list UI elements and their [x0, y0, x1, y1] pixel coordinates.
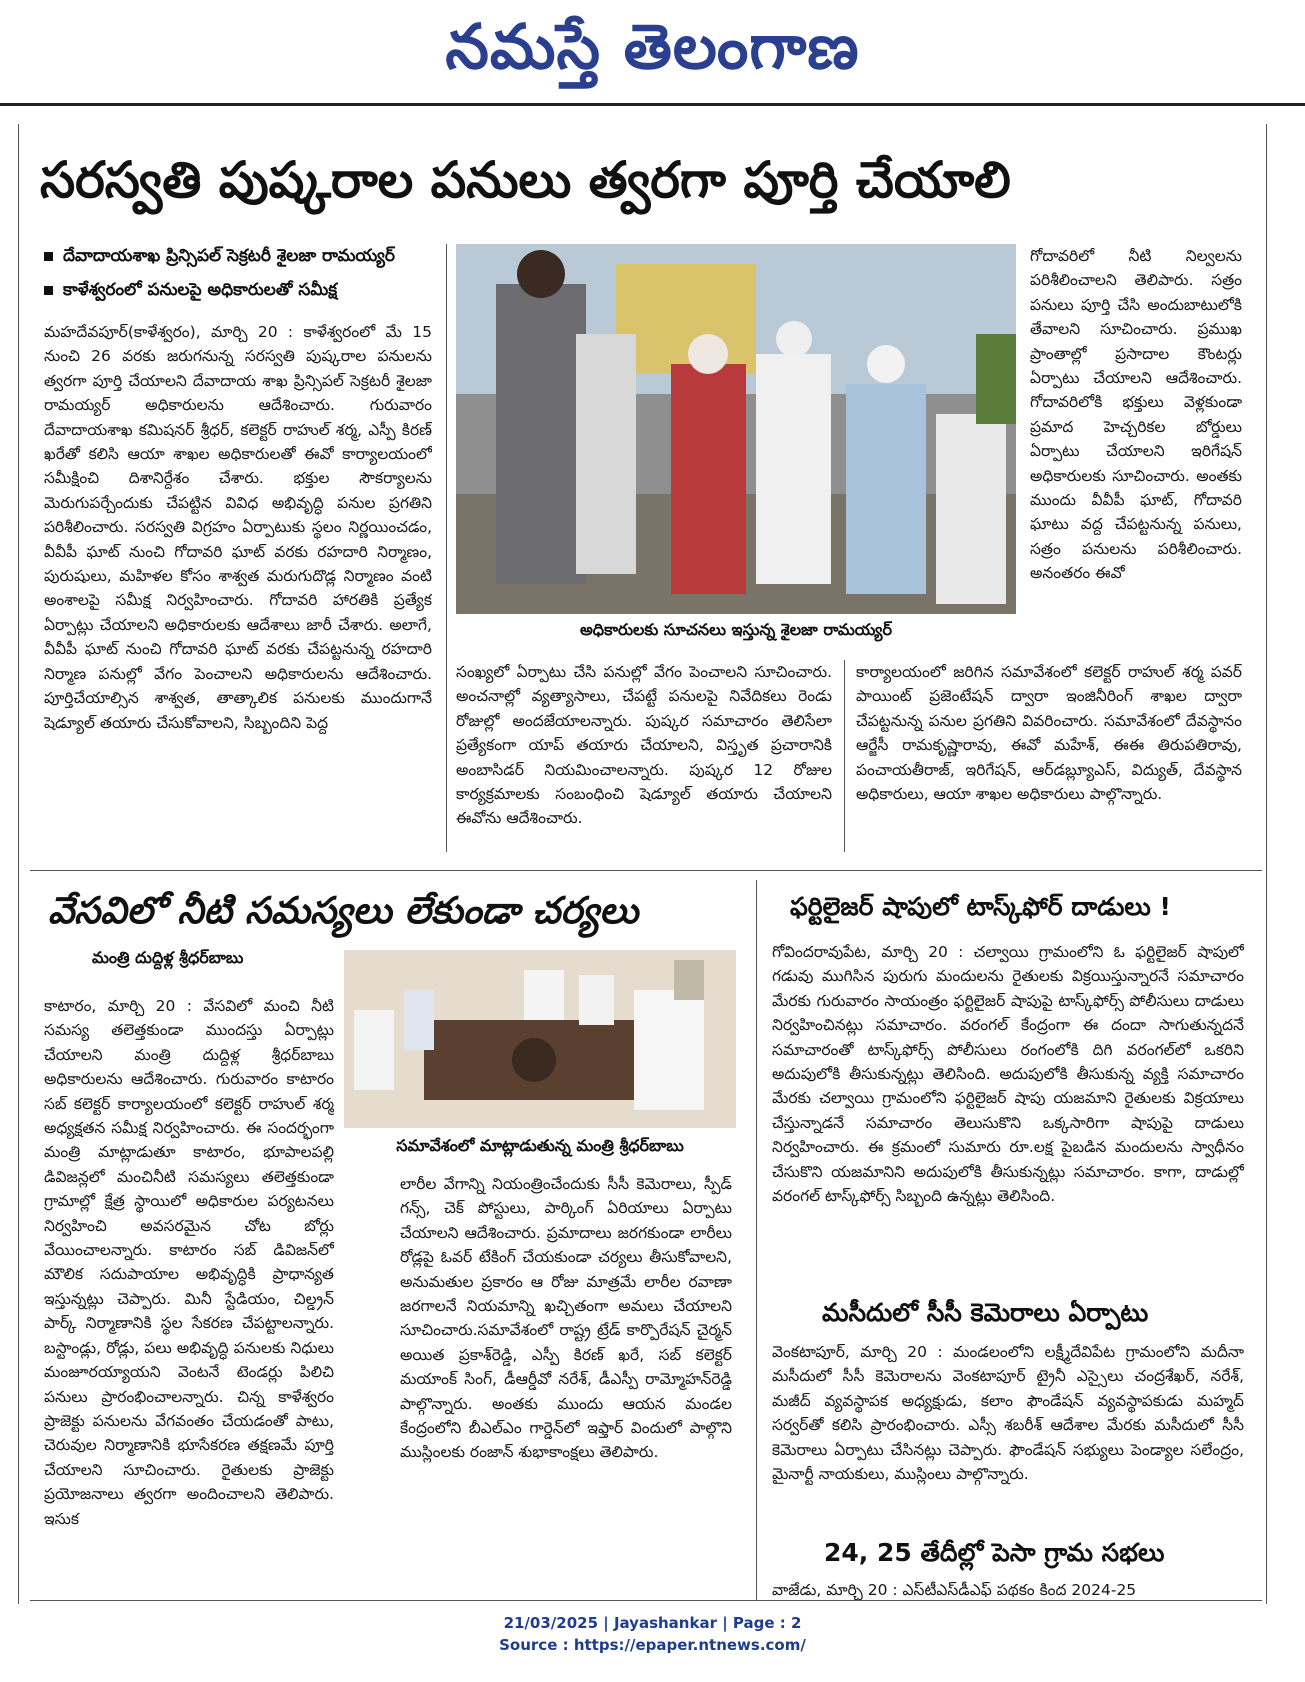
left-border [18, 124, 19, 1604]
footer-source-link[interactable]: Source : https://epaper.ntnews.com/ [499, 1636, 806, 1654]
story1-column-4: కార్యాలయంలో జరిగిన సమావేశంలో కలెక్టర్ రాహుల్ శర్మ పవర్ పాయింట్ ప్రజెంటేషన్ ద్వారా ఇంజినీరింగ్ శాఖల ద్వారా చేపట్టనున్న పనుల ప్రగతిని వివరించారు. సమావేశంలో దేవస్థానం ఆర్జేసీ రామకృష్ణారావు, ఈవో మహేశ్, ఈఈ తిరుపతిరావు, పంచాయతీరాజ్, ఇరిగేషన్, ఆర్‌డబ్ల్యూఎస్, విద్యుత్, దేవస్థాన అధికారులు, ఆయా శాఖల అధికారులు పాల్గొన్నారు. [856, 663, 1242, 804]
page-footer [0, 1612, 1305, 1656]
masthead-logo-text: నమస్తే తెలంగాణ [445, 10, 860, 83]
story2-photo-caption: సమావేశంలో మాట్లాడుతున్న మంత్రి శ్రీధర్‌బాబు [396, 1136, 684, 1155]
footer-edition-info: 21/03/2025 | Jayashankar | Page : 2 [503, 1614, 802, 1632]
bullet-square-icon [44, 252, 53, 261]
bullet-square-icon [44, 286, 53, 295]
story2-column-1-top: కాటారం, మార్చి 20 : వేసవిలో మంచి నీటి సమస్య తలెత్తకుండా ముందస్తు ఏర్పాట్లు చేయాలని మంత్రి దుద్దిళ్ల శ్రీధర్‌బాబు అధికారులను ఆదేశించారు. గురువారం కాటారం సబ్ కలెక్టర్ కార్యాలయంలో కలెక్టర్ రాహుల్ శర్మ అధ్యక్షతన సమీక్ష నిర్వహించారు. ఈ సందర్భంగా మంత్రి మాట్లాడుతూ కాటారం, భూపాలపల్లి డివిజన్లలో మంచినీటి సమస్యలు తలెత్తకుండా గ్రామాల్లో క్షేత్ర స్థాయిలో అధికారుల పర్యటనలు నిర్వహించి అవసరమైన చోట బోర్లు వేయించాలన్నారు. కాటారం సబ్ డివిజన్‌లో మౌలిక సదుపాయాల అభివృద్ధికి ప్రాధాన్యత ఇస్తున్నట్లు చెప్పారు. మినీ స్టేడియం, చిల్డ్రన్ పార్క్ నిర్మాణానికి స్థల సేకరణ చేపట్టాలన్నారు. బస్టాండ్లు, రోడ్లు, పలు అభివృద్ధి పనులకు నిధులు మంజూరయ్యాయని వెంటనే టెండర్లు పిలిచి పనులు ప్రారంభించాలన్నారు. చిన్న కాళేశ్వరం ప్రాజెక్టు పనులను వేగవంతం చేయడంతో పాటు, చెరువుల నిర్మాణానికి భూసేకరణ తక్షణమే పూర్తి చేయాలని సూచించారు. రైతులకు ప్రాజెక్టు ప్రయోజనాలు త్వరగా అందించాలని తెలిపారు. ఇసుక [44, 997, 334, 1528]
story1-photo-caption: అధికారులకు సూచనలు ఇస్తున్న శైలజా రామయ్యర్ [580, 620, 892, 639]
story1-subhead-2: కాళేశ్వరంలో పనులపై అధికారులతో సమీక్ష [44, 280, 444, 304]
story1-column-divider-2 [844, 660, 845, 852]
masthead [0, 0, 1305, 104]
right-column-divider [1266, 124, 1267, 1604]
lower-column-divider [756, 880, 757, 1600]
story1-photo [456, 244, 1016, 614]
story1-subheads [44, 246, 444, 314]
story2-column-2: లారీల వేగాన్ని నియంత్రించేందుకు సీసీ కెమెరాలు, స్పీడ్ గన్స్, చెక్ పోస్టులు, పార్కింగ్ ఏరియాలు ఏర్పాటు చేయాలని ఆదేశించారు. ప్రమాదాలు జరగకుండా లారీలు రోడ్లపై ఓవర్ టేకింగ్ చేయకుండా చర్యలు తీసుకోవాలని, అనుమతుల ప్రకారం ఆ రోజు మాత్రమే లారీల రవాణా జరగాలనే నియమాన్ని ఖచ్చితంగా అమలు చేయాలని సూచించారు.సమావేశంలో రాష్ట్ర ట్రేడ్ కార్పొరేషన్ చైర్మన్ అయిత ప్రకాశ్‌రెడ్డి, ఎస్పీ కిరణ్ ఖరే, సబ్ కలెక్టర్ మయాంక్ సింగ్, డీఆర్డీవో నరేశ్, డీఎస్పీ రామ్మోహన్‌రెడ్డి పాల్గొన్నారు. అంతకు ముందు ఆయన మండల కేంద్రంలోని బీఎల్ఎం గార్డెన్‌లో ఇఫ్తార్ విందులో పాల్గొని ముస్లింలకు రంజాన్ శుభాకాంక్షలు తెలిపారు. [400, 1175, 732, 1462]
story1-column-1: మహదేవపూర్(కాళేశ్వరం), మార్చి 20 : కాళేశ్వరంలో మే 15 నుంచి 26 వరకు జరుగనున్న సరస్వతి పుష్కరాల పనులను త్వరగా పూర్తి చేయాలని దేవాదాయ శాఖ ప్రిన్సిపల్ సెక్రటరీ శైలజా రామయ్యర్ అధికారులను ఆదేశించారు. గురువారం దేవాదాయశాఖ కమిషనర్ శ్రీధర్, కలెక్టర్ రాహుల్ శర్మ, ఎస్పీ కిరణ్ ఖరేతో కలిసి ఆయా శాఖల అధికారులతో ఈవో కార్యాలయంలో సమీక్షించి దిశానిర్దేశం చేశారు. భక్తుల సౌకర్యాలను మెరుగుపర్చేందుకు చేపట్టిన వివిధ అభివృద్ధి పనుల ప్రగతిని పరిశీలించారు. సరస్వతి విగ్రహం ఏర్పాటుకు స్థలం నిర్ణయించడం, వీవీపీ ఘాట్ నుంచి గోదావరి ఘాట్ వరకు రహదారి నిర్మాణం, పురుషులు, మహిళల కోసం శాశ్వత మరుగుదొడ్ల నిర్మాణం వంటి అంశాలపై సమీక్ష నిర్వహించారు. గోదావరి హారతికి ప్రత్యేక ఏర్పాట్లు చేయాలని అధికారులకు ఆదేశాలు జారీ చేశారు. అలాగే, వీవీపీ ఘాట్ నుంచి గోదావరి ఘాట్ వరకు చేపట్టనున్న రహదారి నిర్మాణ పనుల్లో వేగం పెంచాలని అధికారులను ఆదేశించారు. పూర్తిచేయాల్సిన శాశ్వత, తాత్కాలిక పనులకు ముందుగానే షెడ్యూల్ తయారు చేసుకోవాలని, సిబ్బందిని పెద్ద [44, 323, 432, 732]
story3-headline: ఫర్టిలైజర్ షాపులో టాస్క్‌ఫోర్ దాడులు ! [790, 892, 1171, 921]
story4-body: వెంకటాపూర్, మార్చి 20 : మండలంలోని లక్ష్మీదేవిపేట గ్రామంలోని మదీనా మసీదులో సీసీ కెమెరాలను వెంకటాపూర్ ట్రైనీ ఎస్సైలు చంద్రశేఖర్, నరేశ్, మజీద్ వ్యవస్థాపక అధ్యక్షుడు, కలాం ఫౌండేషన్ వ్యవస్థాపకుడు మహ్మద్ సర్వర్‌తో కలిసి ప్రారంభించారు. ఎస్సీ శబరీశ్ ఆదేశాల మేరకు మసీదులో సీసీ కెమెరాలు ఏర్పాటు చేసినట్లు చెప్పారు. ఫౌండేషన్ సభ్యులు పెండ్యాల సలేంద్రం, మైనార్టీ నాయకులు, ముస్లింలు పాల్గొన్నారు. [772, 1343, 1244, 1484]
story1-column-divider-1 [446, 244, 447, 852]
story2-photo [344, 950, 736, 1128]
story2-headline: వేసవిలో నీటి సమస్యలు లేకుండా చర్యలు [48, 888, 639, 932]
meeting-photo [344, 950, 736, 1128]
story1-column-3: గోదావరిలో నీటి నిల్వలను పరిశీలించాలని తెలిపారు. సత్రం పనులు పూర్తి చేసి అందుబాటులోకి తేవాలని సూచించారు. ప్రముఖ ప్రాంతాల్లో ప్రసాదాల కౌంటర్లు ఏర్పాటు చేయాలని ఆదేశించారు. గోదావరిలోకి భక్తులు వెళ్లకుండా ప్రమాద హెచ్చరికల బోర్డులు ఏర్పాటు చేయాలని ఇరిగేషన్ అధికారులకు సూచించారు. అంతకు ముందు వీవీపీ ఘాట్, గోదావరి ఘాటు వద్ద చేపట్టనున్న పనులు, సత్రం పనులను పరిశీలించారు. అనంతరం ఈవో [1030, 247, 1242, 583]
officials-group-photo [456, 244, 1016, 614]
story1-headline: సరస్వతి పుష్కరాల పనులు త్వరగా పూర్తి చేయాలి [40, 150, 1011, 209]
section-divider [30, 870, 1262, 871]
story3-body: గోవిందరావుపేట, మార్చి 20 : చల్వాయి గ్రామంలోని ఓ ఫర్టిలైజర్ షాపులో గడువు ముగిసిన పురుగు మందులను రైతులకు విక్రయిస్తున్నారనే సమాచారం మేరకు గురువారం సాయంత్రం ఫర్టిలైజర్ షాపుపై టాస్క్‌ఫోర్స్ పోలీసులు దాడులు నిర్వహించినట్లు సమాచారం. వరంగల్ కేంద్రంగా ఈ దందా సాగుతున్నదనే సమాచారంతో టాస్క్‌ఫోర్స్ పోలీసులు రంగంలోకి దిగి వరంగల్‌లో ఒకరిని అదుపులోకి తీసుకున్నట్లు తెలిసింది. అదుపులోకి తీసుకున్న వ్యక్తి సమాచారం మేరకు చల్వాయి గ్రామంలోని ఫర్టిలైజర్ షాపు యజమాని రైతులకు విక్రయాలు చేస్తున్నాడనే సమాచారం తెలుసుకొని ఒక్కసారిగా షాపుపై దాడులు నిర్వహించారు. ఈ క్రమంలో సుమారు రూ.లక్ష పైబడిన మందులను స్వాధీనం చేసుకొని యజమానిని అదుపులోకి తీసుకున్నట్లు సమాచారం. కాగా, దాడుల్లో వరంగల్ టాస్క్‌ఫోర్స్ సిబ్బంది ఉన్నట్లు తెలిసింది. [772, 943, 1244, 1206]
page-bottom-rule [30, 1600, 1262, 1601]
story1-column-2: సంఖ్యలో ఏర్పాటు చేసి పనుల్లో వేగం పెంచాలని సూచించారు. అంచనాల్లో వ్యత్యాసాలు, చేపట్టే పనులపై నివేదికలు రెండు రోజుల్లో అందజేయాలన్నారు. పుష్కర సమాచారం తెలిసేలా ప్రత్యేకంగా యాప్ తయారు చేయాలని, విస్తృత ప్రచారానికి అంబాసిడర్ నియమించాలన్నారు. పుష్కర 12 రోజుల కార్యక్రమాలకు సంబంధించి షెడ్యూల్ తయారు చేయాలని ఈవోను ఆదేశించారు. [456, 663, 832, 828]
story1-subhead-1: దేవాదాయశాఖ ప్రిన్సిపల్ సెక్రటరీ శైలజా రామయ్యర్ [44, 246, 444, 270]
story2-byline: మంత్రి దుద్దిళ్ల శ్రీధర్‌బాబు [92, 948, 244, 967]
story5-headline: 24, 25 తేదీల్లో పెసా గ్రామ సభలు [824, 1538, 1165, 1567]
masthead-rule [0, 103, 1305, 106]
story4-headline: మసీదులో సీసీ కెమెరాలు ఏర్పాటు [822, 1298, 1149, 1327]
story5-body: వాజేడు, మార్చి 20 : ఎస్‌టీఎస్‌డీఎఫ్ పథకం కింద 2024-25 [772, 1581, 1137, 1599]
